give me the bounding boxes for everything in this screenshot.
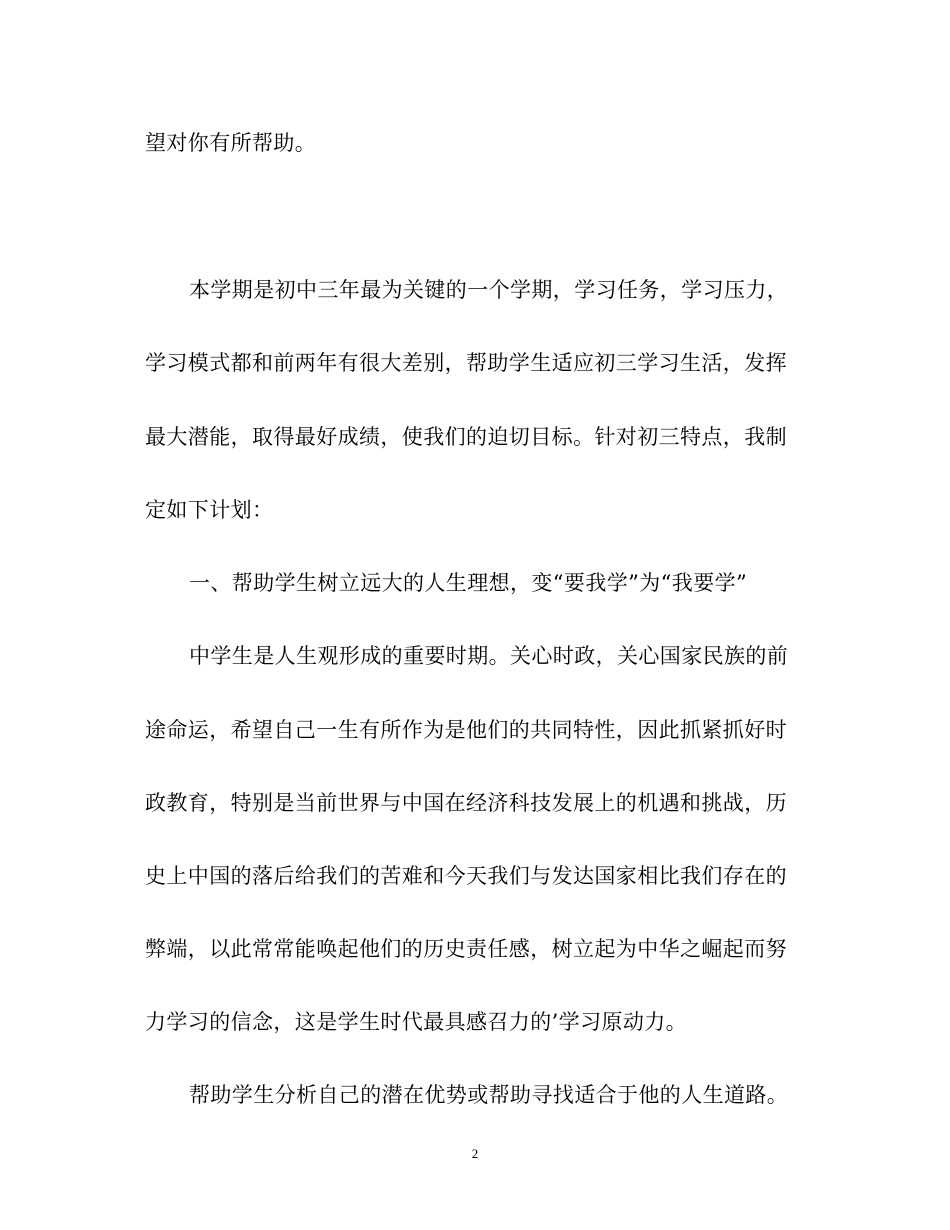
text-line: 定如下计划：: [145, 498, 274, 522]
text-line: 政教育，特别是当前世界与中国在经济科技发展上的机遇和挑战，历: [145, 791, 787, 815]
paragraph-first-line: 帮助学生分析自己的潜在优势或帮助寻找适合于他的人生道路。: [189, 1083, 789, 1107]
section-heading: 一、帮助学生树立远大的人生理想，变“要我学”为“我要学”: [189, 571, 748, 595]
text-line: 最大潜能，取得最好成绩，使我们的迫切目标。针对初三特点，我制: [145, 425, 787, 449]
text-line: 史上中国的落后给我们的苦难和今天我们与发达国家相比我们存在的: [145, 864, 787, 888]
paragraph-first-line: 本学期是初中三年最为关键的一个学期，学习任务，学习压力，: [189, 278, 789, 302]
text-line: 力学习的信念，这是学生时代最具感召力的’学习原动力。: [145, 1010, 688, 1034]
text-line: 弊端，以此常常能唤起他们的历史责任感，树立起为中华之崛起而努: [145, 937, 787, 961]
text-line: 学习模式都和前两年有很大差别，帮助学生适应初三学习生活，发挥: [145, 351, 787, 375]
text-line: 途命运，希望自己一生有所作为是他们的共同特性，因此抓紧抓好时: [145, 718, 787, 742]
paragraph-first-line: 中学生是人生观形成的重要时期。关心时政，关心国家民族的前: [189, 644, 789, 668]
text-line: 望对你有所帮助。: [145, 131, 317, 155]
page-number: 2: [471, 1146, 479, 1161]
